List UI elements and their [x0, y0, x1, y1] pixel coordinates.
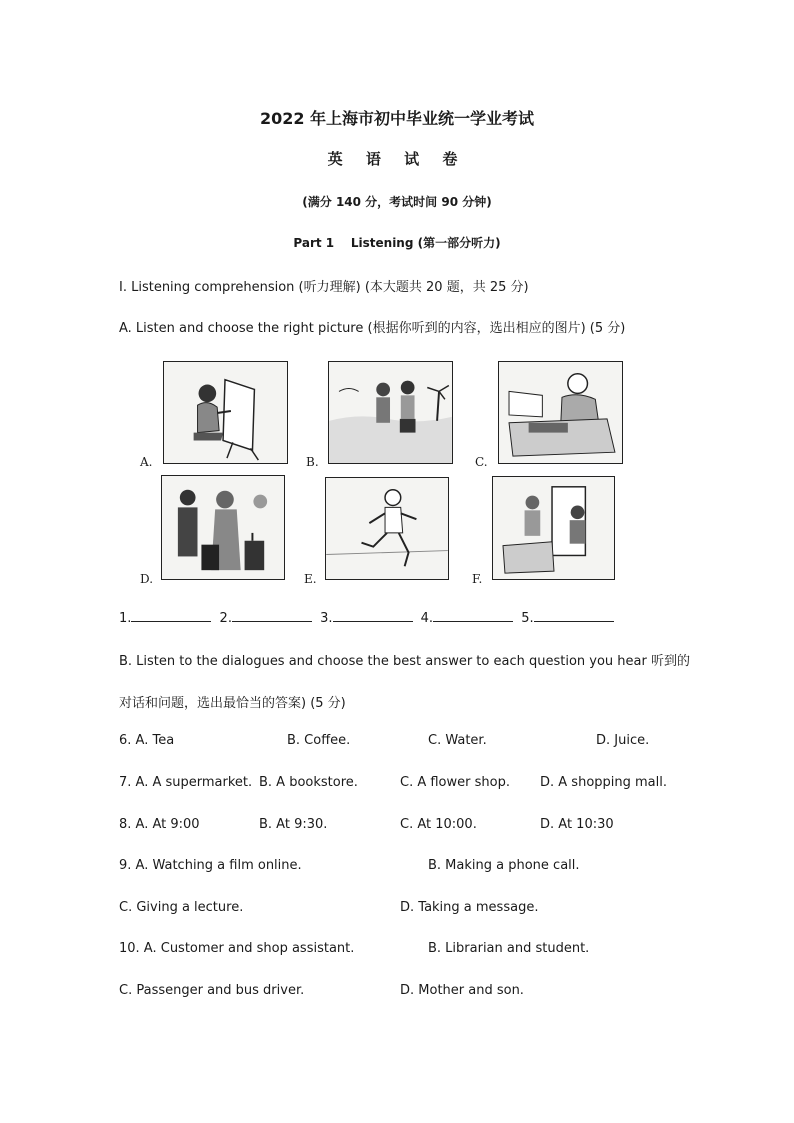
q10-option-a: 10. A. Customer and shop assistant. — [119, 941, 355, 956]
part-title: Part 1 Listening (第一部分听力) — [293, 236, 501, 250]
q7-option-a: 7. A. A supermarket. — [119, 775, 253, 790]
picture-e — [325, 477, 449, 580]
q8-option-a: 8. A. At 9:00 — [119, 817, 200, 832]
q6-option-c: C. Water. — [428, 733, 487, 748]
q8-option-d: D. At 10:30 — [540, 817, 614, 832]
score-info: (满分 140 分，考试时间 90 分钟) — [302, 195, 492, 209]
picture-d — [161, 475, 285, 580]
answer-blank[interactable] — [534, 609, 614, 622]
picture-a-label: A. — [140, 455, 153, 469]
picture-f-label: F. — [472, 572, 483, 586]
answer-blanks-row — [119, 609, 618, 626]
answer-number: 3. — [320, 611, 333, 626]
exam-subtitle: 英 语 试 卷 — [327, 150, 467, 168]
travellers-icon — [162, 476, 284, 579]
q7-option-d: D. A shopping mall. — [540, 775, 667, 790]
q10-option-b: B. Librarian and student. — [428, 941, 590, 956]
beach-children-icon — [329, 362, 452, 463]
picture-b — [328, 361, 453, 464]
picture-d-label: D. — [140, 572, 154, 586]
girl-painting-icon — [164, 362, 287, 463]
picture-e-label: E. — [304, 572, 317, 586]
section-heading: I. Listening comprehension (听力理解) (本大题共 20 题，共 25 分) — [119, 280, 529, 295]
answer-blank[interactable] — [232, 609, 312, 622]
exam-title: 2022 年上海市初中毕业统一学业考试 — [259, 109, 535, 128]
q9-option-c: C. Giving a lecture. — [119, 900, 244, 915]
answer-number: 1. — [119, 611, 132, 626]
q10-option-d: D. Mother and son. — [400, 983, 524, 998]
answer-number: 2. — [219, 611, 232, 626]
answer-number: 4. — [420, 611, 434, 626]
picture-f — [492, 476, 615, 580]
section-a-instruction: A. Listen and choose the right picture (根据你听到的内容，选出相应的图片) (5 分) — [119, 321, 626, 336]
answer-blank[interactable] — [333, 609, 413, 622]
picture-c — [498, 361, 623, 464]
answer-blank[interactable] — [433, 609, 513, 622]
q6-option-b: B. Coffee. — [287, 733, 351, 748]
picture-b-label: B. — [306, 455, 319, 469]
man-at-desk-icon — [499, 362, 622, 463]
picture-c-label: C. — [475, 455, 488, 469]
children-door-icon — [493, 477, 614, 579]
q9-option-b: B. Making a phone call. — [428, 858, 580, 873]
answer-blank[interactable] — [131, 609, 211, 622]
section-b-instruction: B. Listen to the dialogues and choose the best answer to each question you hear 听到的 — [119, 654, 690, 669]
running-boy-icon — [326, 478, 448, 579]
q6-option-d: D. Juice. — [596, 733, 650, 748]
q6-option-a: 6. A. Tea — [119, 733, 175, 748]
q9-option-d: D. Taking a message. — [400, 900, 539, 915]
q7-option-c: C. A flower shop. — [400, 775, 510, 790]
q7-option-b: B. A bookstore. — [259, 775, 358, 790]
q8-option-b: B. At 9:30. — [259, 817, 328, 832]
picture-a — [163, 361, 288, 464]
q8-option-c: C. At 10:00. — [400, 817, 477, 832]
q9-option-a: 9. A. Watching a film online. — [119, 858, 302, 873]
q10-option-c: C. Passenger and bus driver. — [119, 983, 305, 998]
section-b-instruction-cont: 对话和问题，选出最恰当的答案) (5 分) — [119, 696, 346, 711]
answer-number: 5. — [521, 611, 534, 626]
